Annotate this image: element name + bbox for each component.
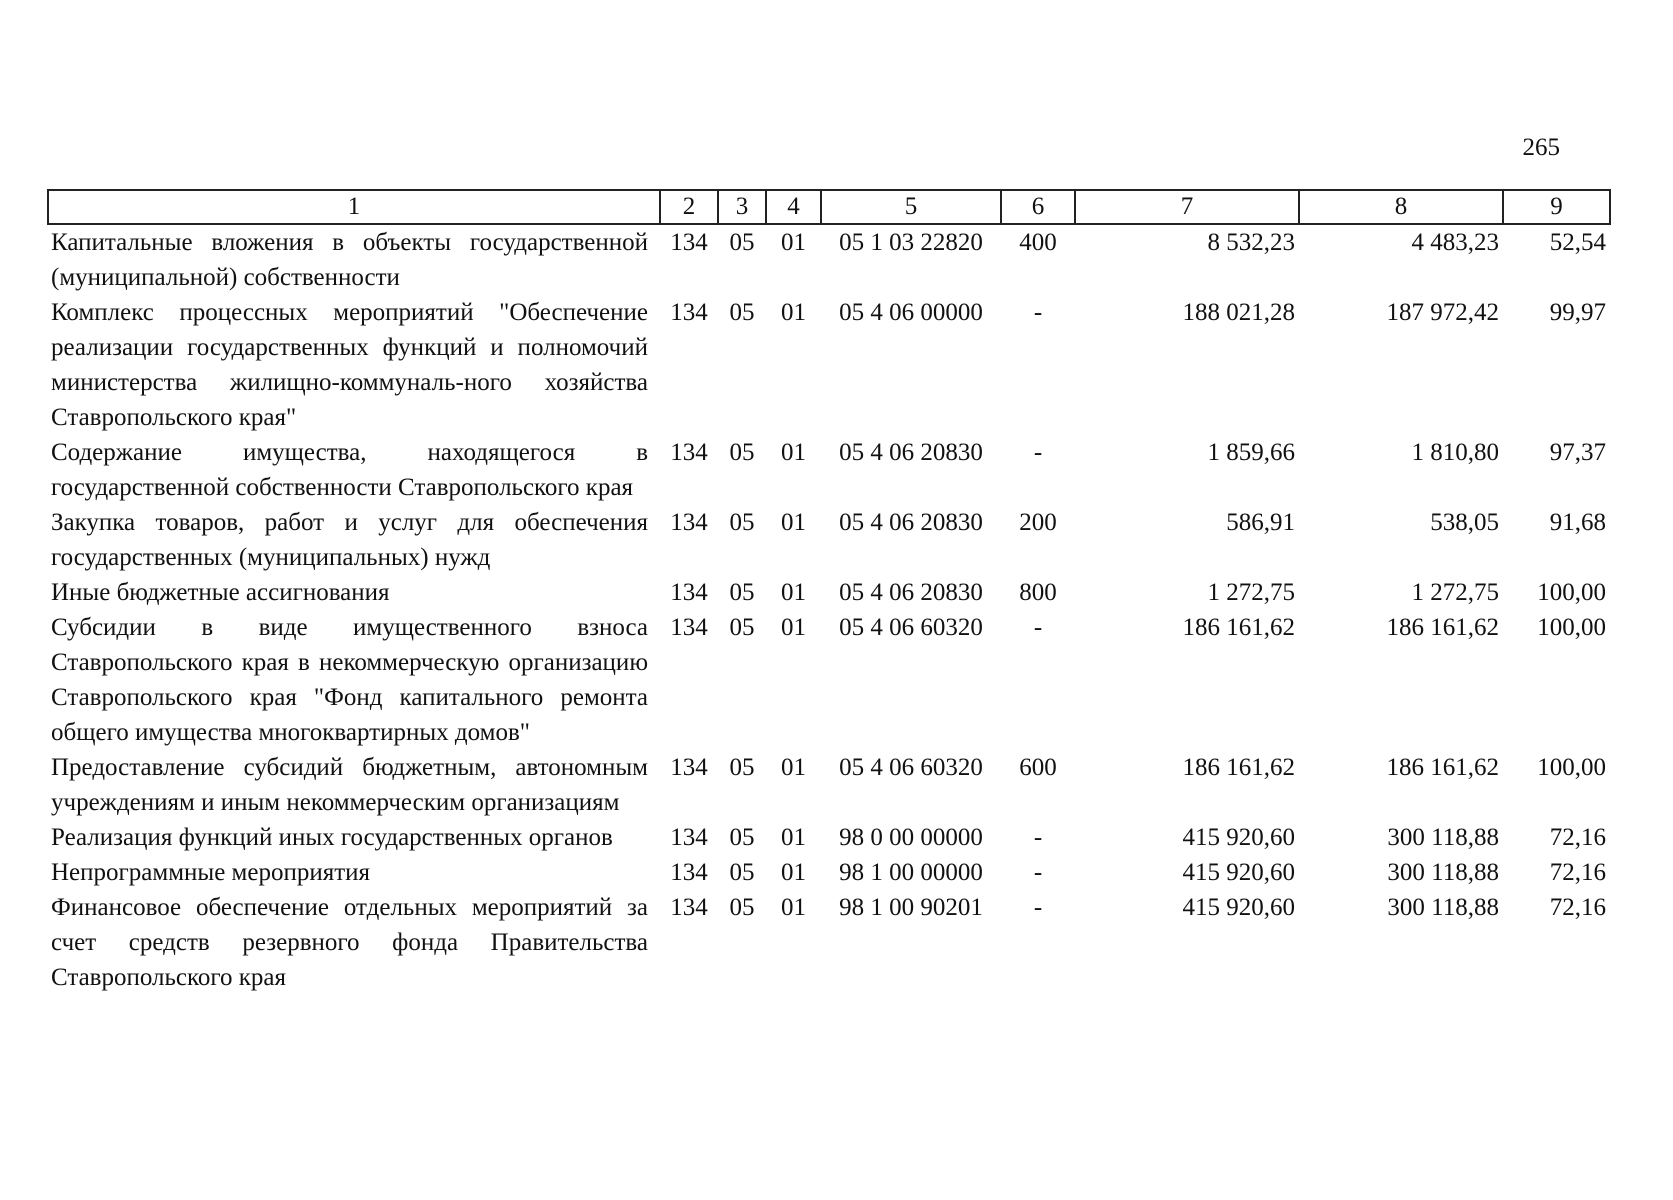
row-subsection-code: 01 bbox=[781, 754, 806, 781]
row-percent: 100,00 bbox=[1537, 579, 1606, 606]
row-subsection-code: 01 bbox=[781, 509, 806, 536]
row-section-code: 05 bbox=[729, 754, 755, 781]
row-target-code: 98 1 00 90201 bbox=[839, 894, 983, 921]
row-expense-type: - bbox=[1033, 894, 1043, 921]
budget-table bbox=[47, 189, 1611, 995]
column-header-9: 9 bbox=[1503, 190, 1610, 224]
row-target-code: 05 4 06 00000 bbox=[839, 299, 983, 326]
row-expense-type: - bbox=[1033, 859, 1043, 886]
row-name: Финансовое обеспечение отдельных мероприятий за счет средств резервного фонда Правительства Ставропольского края bbox=[51, 894, 648, 991]
row-subsection-code: 01 bbox=[781, 299, 806, 326]
row-section-code: 05 bbox=[729, 439, 755, 466]
row-ministry-code: 134 bbox=[670, 229, 708, 256]
column-number-row bbox=[48, 190, 1610, 224]
column-header-5: 5 bbox=[821, 190, 1001, 224]
row-name: Содержание имущества, находящегося в государственной собственности Ставропольского края bbox=[51, 439, 648, 501]
row-subsection-code: 01 bbox=[781, 229, 806, 256]
row-actual-amount: 538,05 bbox=[1430, 509, 1499, 536]
column-header-7: 7 bbox=[1075, 190, 1299, 224]
row-actual-amount: 186 161,62 bbox=[1386, 614, 1499, 641]
row-actual-amount: 4 483,23 bbox=[1411, 229, 1499, 256]
row-planned-amount: 415 920,60 bbox=[1182, 859, 1295, 886]
row-expense-type: 600 bbox=[1019, 754, 1057, 781]
column-header-1: 1 bbox=[48, 190, 660, 224]
row-percent: 99,97 bbox=[1549, 299, 1606, 326]
row-target-code: 05 4 06 60320 bbox=[839, 614, 983, 641]
table-row bbox=[48, 224, 1610, 295]
row-actual-amount: 300 118,88 bbox=[1387, 859, 1499, 886]
row-name: Комплекс процессных мероприятий "Обеспечение реализации государственных функций и полномочий министерства жилищно-коммуналь-ного хозяйства Ставропольского края" bbox=[51, 299, 648, 431]
row-subsection-code: 01 bbox=[781, 439, 806, 466]
row-planned-amount: 186 161,62 bbox=[1182, 614, 1295, 641]
row-actual-amount: 186 161,62 bbox=[1386, 754, 1499, 781]
row-name: Капитальные вложения в объекты государственной (муниципальной) собственности bbox=[51, 229, 648, 291]
row-percent: 52,54 bbox=[1549, 229, 1606, 256]
row-ministry-code: 134 bbox=[670, 439, 708, 466]
row-ministry-code: 134 bbox=[670, 299, 708, 326]
row-actual-amount: 1 810,80 bbox=[1411, 439, 1499, 466]
row-planned-amount: 1 272,75 bbox=[1207, 579, 1295, 606]
row-section-code: 05 bbox=[729, 509, 755, 536]
row-name: Закупка товаров, работ и услуг для обеспечения государственных (муниципальных) нужд bbox=[51, 509, 648, 571]
row-expense-type: - bbox=[1033, 614, 1043, 641]
row-target-code: 05 4 06 20830 bbox=[839, 579, 983, 606]
column-header-3: 3 bbox=[718, 190, 766, 224]
table-row bbox=[48, 890, 1610, 995]
row-target-code: 98 0 00 00000 bbox=[839, 824, 983, 851]
row-actual-amount: 300 118,88 bbox=[1387, 894, 1499, 921]
row-ministry-code: 134 bbox=[670, 614, 708, 641]
column-header-8: 8 bbox=[1299, 190, 1503, 224]
row-percent: 72,16 bbox=[1549, 824, 1606, 851]
row-ministry-code: 134 bbox=[670, 754, 708, 781]
row-expense-type: 200 bbox=[1019, 509, 1057, 536]
row-expense-type: 400 bbox=[1019, 229, 1057, 256]
row-section-code: 05 bbox=[729, 229, 755, 256]
row-expense-type: 800 bbox=[1019, 579, 1057, 606]
row-planned-amount: 415 920,60 bbox=[1182, 824, 1295, 851]
page-number: 265 bbox=[1522, 134, 1560, 161]
row-name: Субсидии в виде имущественного взноса Ставропольского края в некоммерческую организацию Ставропольского края "Фонд капитального ремонта общего имущества многоквартирных домов" bbox=[51, 614, 648, 746]
row-ministry-code: 134 bbox=[670, 894, 708, 921]
row-name: Непрограммные мероприятия bbox=[51, 859, 371, 886]
row-section-code: 05 bbox=[729, 894, 755, 921]
row-target-code: 05 1 03 22820 bbox=[839, 229, 983, 256]
row-actual-amount: 300 118,88 bbox=[1387, 824, 1499, 851]
row-target-code: 05 4 06 20830 bbox=[839, 509, 983, 536]
row-section-code: 05 bbox=[729, 824, 755, 851]
row-target-code: 05 4 06 60320 bbox=[839, 754, 983, 781]
row-name: Реализация функций иных государственных органов bbox=[51, 824, 613, 851]
row-expense-type: - bbox=[1033, 439, 1043, 466]
row-percent: 91,68 bbox=[1549, 509, 1606, 536]
row-planned-amount: 186 161,62 bbox=[1182, 754, 1295, 781]
table-row bbox=[48, 855, 1610, 890]
row-target-code: 05 4 06 20830 bbox=[839, 439, 983, 466]
row-planned-amount: 1 859,66 bbox=[1207, 439, 1295, 466]
table-row bbox=[48, 610, 1610, 750]
row-ministry-code: 134 bbox=[670, 579, 708, 606]
row-subsection-code: 01 bbox=[781, 824, 806, 851]
table-row bbox=[48, 505, 1610, 575]
column-header-6: 6 bbox=[1001, 190, 1075, 224]
row-percent: 100,00 bbox=[1537, 754, 1606, 781]
row-section-code: 05 bbox=[729, 859, 755, 886]
row-target-code: 98 1 00 00000 bbox=[839, 859, 983, 886]
row-ministry-code: 134 bbox=[670, 509, 708, 536]
row-ministry-code: 134 bbox=[670, 824, 708, 851]
row-planned-amount: 415 920,60 bbox=[1182, 894, 1295, 921]
row-section-code: 05 bbox=[729, 299, 755, 326]
row-ministry-code: 134 bbox=[670, 859, 708, 886]
table-row bbox=[48, 295, 1610, 435]
row-subsection-code: 01 bbox=[781, 614, 806, 641]
row-percent: 100,00 bbox=[1537, 614, 1606, 641]
row-subsection-code: 01 bbox=[781, 579, 806, 606]
column-header-4: 4 bbox=[766, 190, 821, 224]
table-row bbox=[48, 820, 1610, 855]
table-row bbox=[48, 750, 1610, 820]
row-expense-type: - bbox=[1033, 824, 1043, 851]
row-subsection-code: 01 bbox=[781, 894, 806, 921]
row-percent: 72,16 bbox=[1549, 859, 1606, 886]
row-section-code: 05 bbox=[729, 579, 755, 606]
row-percent: 72,16 bbox=[1549, 894, 1606, 921]
row-planned-amount: 8 532,23 bbox=[1207, 229, 1295, 256]
row-expense-type: - bbox=[1033, 299, 1043, 326]
row-actual-amount: 1 272,75 bbox=[1411, 579, 1499, 606]
row-subsection-code: 01 bbox=[781, 859, 806, 886]
row-section-code: 05 bbox=[729, 614, 755, 641]
row-name: Иные бюджетные ассигнования bbox=[51, 579, 390, 606]
row-actual-amount: 187 972,42 bbox=[1386, 299, 1499, 326]
table-row bbox=[48, 435, 1610, 505]
row-planned-amount: 188 021,28 bbox=[1182, 299, 1295, 326]
row-percent: 97,37 bbox=[1549, 439, 1606, 466]
column-header-2: 2 bbox=[660, 190, 718, 224]
row-planned-amount: 586,91 bbox=[1226, 509, 1295, 536]
table-row bbox=[48, 575, 1610, 610]
row-name: Предоставление субсидий бюджетным, автономным учреждениям и иным некоммерческим организациям bbox=[51, 754, 648, 816]
